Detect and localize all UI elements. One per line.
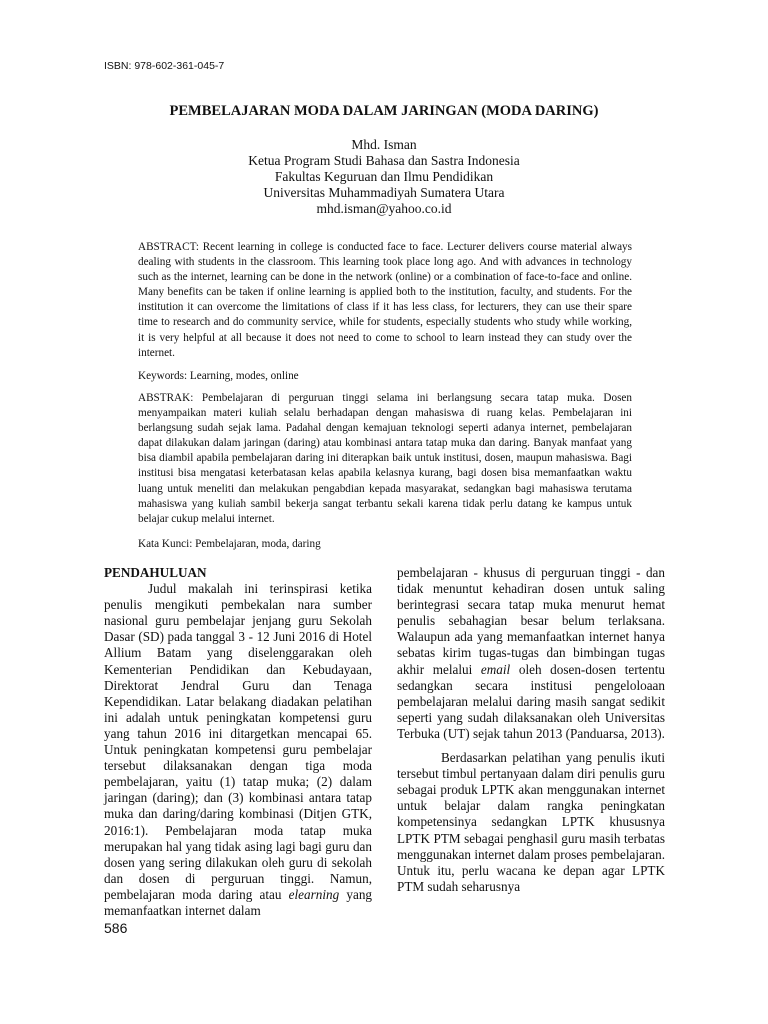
intro-paragraph-1 [104,581,372,919]
abstract-english: ABSTRACT: Recent learning in college is conducted face to face. Lecturer delivers course material always dealing with students in the classroom. This learning took place long ago. And with advances in technology such as the internet, learning can be done in the network (online) or a combination of face-to-face and online. Many benefits can be taken if online learning is applied both to the institution, faculty, and students. For the institution it can overcome the limitations of class if it has less class, for lecturers, they can use their spare time to research and do community service, while for students, especially students who study while working, it is very helpful at all because it does not need to come to school to learn instead they can study over the internet. [138,241,632,359]
intro-paragraph-1-text: Judul makalah ini terinspirasi ketika penulis mengikuti pembekalan nara sumber nasional guru pembelajar jenjang guru Sekolah Dasar (SD) pada tanggal 3 - 12 Juni 2016 di Hotel Allium Batam yang diselenggarakan oleh Kementerian Pendidikan dan Kebudayaan, Direktorat Jendral Guru dan Tenaga Kependidikan. Latar belakang diadakan pelatihan ini adalah untuk peningkatan kompetensi guru yang tahun 2016 ini ditargetkan mencapai 65. Untuk peningkatan kompetensi guru pembelajar tersebut dilaksanakan dengan tiga moda pembelajaran, yaitu (1) tatap muka; (2) dalam jaringan (daring); dan (3) kombinasi antara tatap muka dan daring/daring kombinasi (Ditjen GTK, 2016:1). Pembelajaran moda tatap muka merupakan hal yang tidak asing lagi bagi guru dan dosen yang sering dilakukan oleh guru di sekolah dan dosen di perguruan tinggi. Namun, pembelajaran moda daring atau [104,581,372,902]
author-faculty: Fakultas Keguruan dan Ilmu Pendidikan [274,169,494,184]
page-number: 586 [104,920,128,936]
keywords-indonesian: Kata Kunci: Pembelajaran, moda, daring [138,538,321,550]
right-column [397,565,665,895]
continued-text-end: oleh dosen-dosen tertentu sedangkan secara institusi pengeloloaan pembelajaran melalui daring masih sangat sedikit seperti yang sudah dilaksanakan oleh Universitas Terbuka (UT) sejak tahun 2013 (Panduarsa, 2013). [397,661,665,741]
author-email: mhd.isman@yahoo.co.id [316,201,452,216]
isbn-label: ISBN: 978-602-361-045-7 [104,60,225,72]
left-column [104,565,372,919]
continued-text-start: pembelajaran - khusus di perguruan tinggi - dan tidak menuntut kehadiran dosen untuk saling berintegrasi secara tatap muka menurut hemat penulis sebahagian besar belum terlaksana. Walaupun ada yang memanfaatkan internet hanya sebatas kirim tugas-tugas dan bimbingan tugas akhir melalui [397,565,665,677]
elearning-term: elearning [288,886,340,902]
abstract-indonesian: ABSTRAK: Pembelajaran di perguruan tinggi selama ini berlangsung secara tatap muka. Dosen menyampaikan materi kuliah selalu berhadapan dengan mahasiswa di ruang kelas. Pembelajaran ini berlangsung sudah sejak lama. Padahal dengan kemajuan teknologi seperti adanya internet, pembelajaran dapat dilakukan dalam jaringan (daring) atau kombinasi antara tatap muka dan daring. Banyak manfaat yang bisa diambil apabila pembelajaran daring ini diterapkan baik untuk institusi, dosen, maupun mahasiswa. Bagi institusi bisa mengatasi keterbatasan kelas apabila kelasnya kurang, bagi dosen bisa memanfaatkan waktu luang untuk meneliti dan melakukan pengabdian kepada masyarakat, sedangkan bagi mahasiswa terutama mahasiswa yang kuliah sambil bekerja sangat terbantu sekali karena tidak perlu datang ke kampus untuk belajar cukup melalui internet. [138,392,632,525]
author-name: Mhd. Isman [351,137,417,152]
section-heading: PENDAHULUAN [104,565,207,580]
intro-paragraph-2: Berdasarkan pelatihan yang penulis ikuti tersebut timbul pertanyaan dalam diri penulis guru sebagai produk LPTK akan menggunakan internet untuk belajar dalam rangka peningkatan kompetensinya sedangkan LPTK khususnya LPTK PTM sebagai penghasil guru masih terbatas menggunakan internet dalam proses pembelajaran. Untuk itu, perlu wacana ke depan agar LPTK PTM sudah seharusnya [397,750,665,894]
author-university: Universitas Muhammadiyah Sumatera Utara [263,185,505,200]
keywords-english: Keywords: Learning, modes, online [138,370,299,382]
intro-paragraph-continued [397,565,665,742]
paper-title: PEMBELAJARAN MODA DALAM JARINGAN (MODA DARING) [169,103,599,119]
author-position: Ketua Program Studi Bahasa dan Sastra Indonesia [248,153,520,168]
email-term: email [480,661,511,677]
intro-paragraph-1-end: yang memanfaatkan internet dalam [104,886,373,918]
author-block [104,137,664,217]
